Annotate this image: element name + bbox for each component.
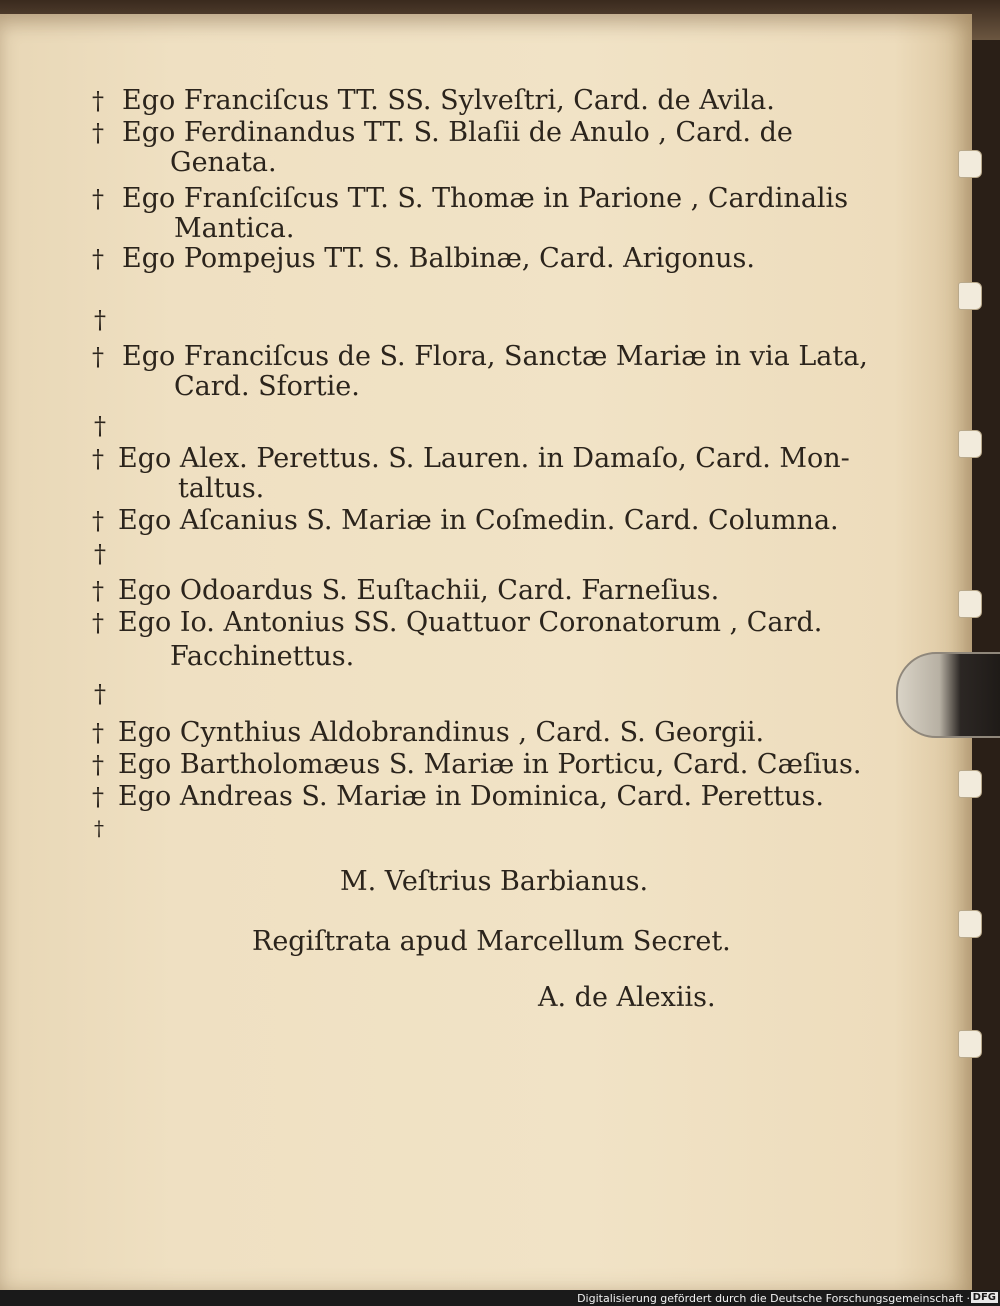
entry-text: Ego Io. Antonius SS. Quattuor Coronatorum , Card. [118,607,823,638]
dagger-icon: † [92,577,104,605]
dagger-icon: † [92,719,104,747]
entry-text: Ego Ferdinandus TT. S. Blaſii de Anulo , Card. de [122,117,793,148]
dagger-icon: † [94,412,106,440]
signature-registrata: Regiſtrata apud Marcellum Secret. [252,926,731,957]
dagger-icon: † [92,343,104,371]
dagger-icon: † [92,245,104,273]
entry-text: Ego Alex. Perettus. S. Lauren. in Damaſo, Card. Mon- [118,443,850,474]
dfg-logo-icon: DFG [972,1292,996,1303]
entry-text: Ego Franſciſcus TT. S. Thomæ in Parione , Cardinalis [122,183,849,214]
signature-alexiis: A. de Alexiis. [538,982,716,1013]
dagger-icon: † [94,680,106,708]
entry-continuation: taltus. [178,473,265,504]
dagger-icon: † [94,816,104,840]
dagger-icon: † [92,783,104,811]
footer-credit: Digitalisierung gefördert durch die Deutsche Forschungsgemeinschaft · [577,1292,970,1305]
entry-text: Ego Bartholomæus S. Mariæ in Porticu, Card. Cæſius. [118,749,862,780]
entry-continuation: Genata. [170,147,277,178]
dagger-icon: † [92,185,104,213]
signature-vestrius: M. Veſtrius Barbianus. [340,866,649,897]
entry-continuation: Facchinettus. [170,641,355,672]
entry-continuation: Card. Sfortie. [174,371,360,402]
dagger-icon: † [92,87,104,115]
dagger-icon: † [92,445,104,473]
dagger-icon: † [94,306,106,334]
entry-text: Ego Franciſcus de S. Flora, Sanctæ Mariæ in via Lata, [122,341,868,372]
dagger-icon: † [92,751,104,779]
entry-text: Ego Odoardus S. Euſtachii, Card. Farneſius. [118,575,720,606]
entry-text: Ego Franciſcus TT. SS. Sylveſtri, Card. de Avila. [122,85,775,116]
entry-text: Ego Cynthius Aldobrandinus , Card. S. Georgii. [118,717,765,748]
dagger-icon: † [94,540,106,568]
dagger-icon: † [92,507,104,535]
dagger-icon: † [92,609,104,637]
entry-text: Ego Pompejus TT. S. Balbinæ, Card. Arigonus. [122,243,755,274]
entry-continuation: Mantica. [174,213,295,244]
dagger-icon: † [92,119,104,147]
entry-text: Ego Aſcanius S. Mariæ in Coſmedin. Card. Columna. [118,505,839,536]
entry-text: Ego Andreas S. Mariæ in Dominica, Card. Perettus. [118,781,824,812]
